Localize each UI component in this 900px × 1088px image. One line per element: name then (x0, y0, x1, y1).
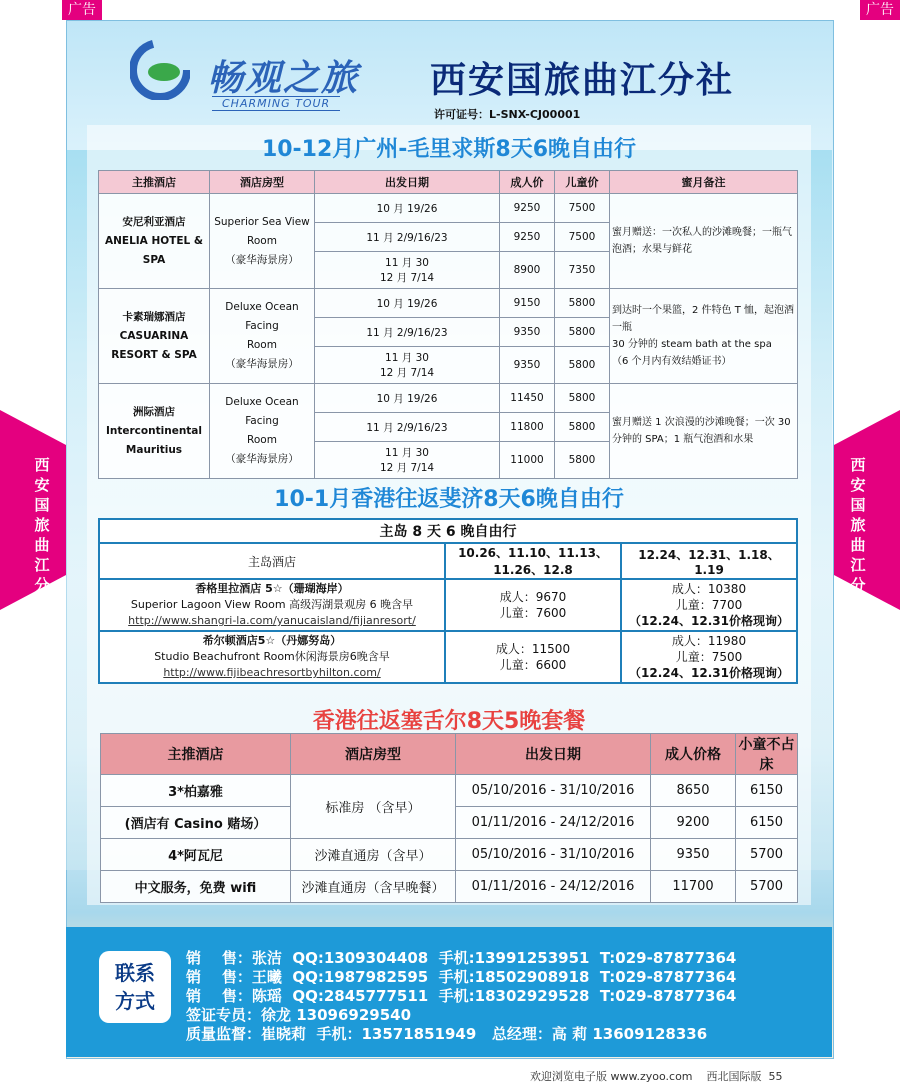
company-name: 西安国旅曲江分社 (430, 60, 735, 101)
ad-tag-right: 广告 (860, 0, 900, 20)
contact-line: 质量监督：崔晓莉 手机：13571851949 总经理：高 莉 13609128336 (186, 1025, 708, 1043)
departure-date: 05/10/2016 - 31/10/2016 (456, 839, 651, 871)
col-header: 小童不占床 (736, 734, 798, 775)
hotel-name: 4*阿瓦尼 (101, 839, 291, 871)
col-header: 主岛酒店 (99, 543, 445, 579)
hotel-name: 洲际酒店 Intercontinental Mauritius (99, 384, 210, 479)
contact-badge: 联系 方式 (99, 951, 171, 1023)
adult-price: 8650 (651, 775, 736, 807)
section2-title: 10-1月香港往返斐济8天6晚自由行 (274, 487, 624, 512)
room-type: 标准房 （含早） (291, 775, 456, 839)
brand-name-en: CHARMING TOUR (212, 96, 340, 111)
adult-price: 8900 (500, 252, 555, 289)
adult-price: 9250 (500, 223, 555, 252)
price-period2: 成人：10380 儿童：7700 （12.24、12.31价格现询） (621, 579, 797, 631)
seychelles-table (100, 733, 798, 903)
brand-name: 畅观之旅 (207, 58, 360, 99)
child-price: 5700 (736, 839, 798, 871)
col-header: 酒店房型 (291, 734, 456, 775)
departure-date: 10 月 19/26 (315, 384, 500, 413)
room-type: Deluxe Ocean Facing Room （豪华海景房） (210, 289, 315, 384)
hotel-note: 中文服务，免费 wifi (101, 871, 291, 903)
hotel-name: 安尼利亚酒店 ANELIA HOTEL & SPA (99, 194, 210, 289)
hotel-link[interactable]: http://www.fijibeachresortbyhilton.com/ (163, 666, 381, 679)
section3-title: 香港往返塞舌尔8天5晚套餐 (312, 709, 586, 734)
ad-tag-left: 广告 (62, 0, 102, 20)
side-label-left: 西安国旅曲江分社 (34, 456, 50, 614)
departure-date: 11 月 2/9/16/23 (315, 223, 500, 252)
honeymoon-note: 蜜月赠送：一次私人的沙滩晚餐；一瓶气泡酒；水果与鲜花 (610, 194, 798, 289)
contact-line: 销 售：张洁 QQ:1309304408 手机:13991253951 T:029-87877364 (186, 949, 737, 967)
child-price: 6150 (736, 775, 798, 807)
adult-price: 9350 (651, 839, 736, 871)
departure-date: 10 月 19/26 (315, 194, 500, 223)
adult-price: 11000 (500, 442, 555, 479)
adult-price: 9150 (500, 289, 555, 318)
col-header: 主推酒店 (101, 734, 291, 775)
hotel-name: 3*柏嘉雅 (101, 775, 291, 807)
departure-date: 11 月 30 12 月 7/14 (315, 252, 500, 289)
child-price: 6150 (736, 807, 798, 839)
col-header: 出发日期 (315, 171, 500, 194)
departure-date: 11 月 30 12 月 7/14 (315, 347, 500, 384)
page-footer: 欢迎浏览电子版 www.zyoo.com 西北国际版 55 (530, 1070, 783, 1083)
child-price: 5800 (555, 442, 610, 479)
adult-price: 11700 (651, 871, 736, 903)
adult-price: 11450 (500, 384, 555, 413)
col-header: 成人价 (500, 171, 555, 194)
adult-price: 9200 (651, 807, 736, 839)
contact-line: 销 售：王曦 QQ:1987982595 手机:18502908918 T:029-87877364 (186, 968, 737, 986)
price-period1: 成人：9670 儿童：7600 (445, 579, 621, 631)
adult-price: 9350 (500, 347, 555, 384)
fiji-hotel: 希尔顿酒店5☆（丹娜努岛） Studio Beachufront Room休闲海景房6晚含早 http://www.fijibeachresortbyhilton.com/ (99, 631, 445, 683)
departure-date: 01/11/2016 - 24/12/2016 (456, 807, 651, 839)
brand-logo-icon (130, 40, 190, 100)
adult-price: 9250 (500, 194, 555, 223)
honeymoon-note: 到达时一个果篮，2 件特色 T 恤，起泡酒一瓶 30 分钟的 steam bath at the spa （6 个月内有效结婚证书） (610, 289, 798, 384)
fiji-subtitle: 主岛 8 天 6 晚自由行 (99, 519, 797, 543)
col-header: 成人价格 (651, 734, 736, 775)
departure-date: 11 月 30 12 月 7/14 (315, 442, 500, 479)
child-price: 5800 (555, 413, 610, 442)
section1-title: 10-12月广州-毛里求斯8天6晚自由行 (261, 137, 637, 162)
col-header: 出发日期 (456, 734, 651, 775)
room-type: 沙滩直通房（含早晚餐） (291, 871, 456, 903)
price-period2: 成人：11980 儿童：7500 （12.24、12.31价格现询） (621, 631, 797, 683)
fiji-hotel: 香格里拉酒店 5☆（珊瑚海岸） Superior Lagoon View Room 高级泻湖景观房 6 晚含早 http://www.shangri-la.com/yanucaisland/fijianresort/ (99, 579, 445, 631)
hotel-link[interactable]: http://www.shangri-la.com/yanucaisland/fijianresort/ (128, 614, 416, 627)
fiji-table (98, 518, 798, 684)
child-price: 7500 (555, 223, 610, 252)
col-header: 蜜月备注 (610, 171, 798, 194)
hotel-note: (酒店有 Casino 赌场） (101, 807, 291, 839)
honeymoon-note: 蜜月赠送 1 次浪漫的沙滩晚餐；一次 30 分钟的 SPA；1 瓶气泡酒和水果 (610, 384, 798, 479)
side-label-right: 西安国旅曲江分社 (850, 456, 866, 614)
departure-date: 11 月 2/9/16/23 (315, 413, 500, 442)
col-header: 12.24、12.31、1.18、1.19 (621, 543, 797, 579)
mauritius-table (98, 170, 798, 479)
child-price: 5700 (736, 871, 798, 903)
departure-date: 01/11/2016 - 24/12/2016 (456, 871, 651, 903)
child-price: 7500 (555, 194, 610, 223)
child-price: 5800 (555, 318, 610, 347)
departure-date: 10 月 19/26 (315, 289, 500, 318)
adult-price: 9350 (500, 318, 555, 347)
child-price: 7350 (555, 252, 610, 289)
room-type: 沙滩直通房（含早） (291, 839, 456, 871)
adult-price: 11800 (500, 413, 555, 442)
hotel-name: 卡素瑞娜酒店 CASUARINA RESORT & SPA (99, 289, 210, 384)
col-header: 主推酒店 (99, 171, 210, 194)
departure-date: 05/10/2016 - 31/10/2016 (456, 775, 651, 807)
license-number: 许可证号：L-SNX-CJ00001 (434, 108, 581, 121)
col-header: 酒店房型 (210, 171, 315, 194)
contact-line: 签证专员：徐龙 13096929540 (186, 1006, 412, 1024)
departure-date: 11 月 2/9/16/23 (315, 318, 500, 347)
contact-line: 销 售：陈瑶 QQ:2845777511 手机:18302929528 T:029-87877364 (186, 987, 737, 1005)
col-header: 儿童价 (555, 171, 610, 194)
room-type: Superior Sea View Room （豪华海景房） (210, 194, 315, 289)
child-price: 5800 (555, 384, 610, 413)
price-period1: 成人：11500 儿童：6600 (445, 631, 621, 683)
col-header: 10.26、11.10、11.13、11.26、12.8 (445, 543, 621, 579)
child-price: 5800 (555, 347, 610, 384)
room-type: Deluxe Ocean Facing Room （豪华海景房） (210, 384, 315, 479)
child-price: 5800 (555, 289, 610, 318)
